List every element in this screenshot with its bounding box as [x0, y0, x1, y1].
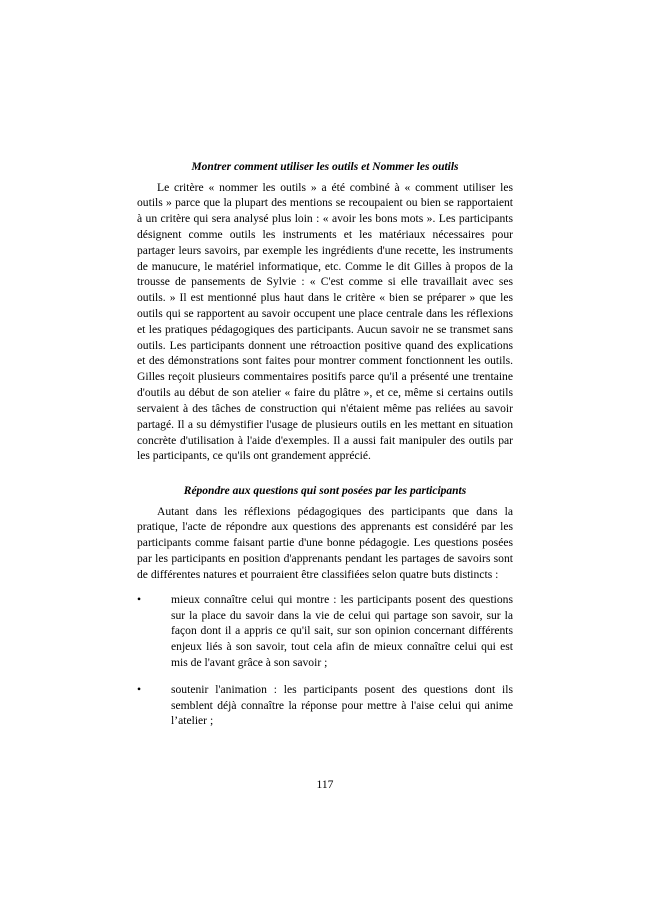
list-item	[137, 682, 513, 729]
section-two-heading: Répondre aux questions qui sont posées par les participants	[183, 485, 467, 498]
page-number: 117	[316, 778, 334, 791]
bullet-list	[137, 592, 513, 730]
section-two-paragraph: Autant dans les réflexions pédagogiques des participants que dans la pratique, l'acte de répondre aux questions des apprenants est considéré par les participants comme faisant partie d'une bonne pédagogie. Les questions posées par les participants en position d'apprenants pendant les partages de savoirs sont de différentes natures et pourraient être classifiées selon quatre buts distincts :	[137, 504, 513, 581]
bullet-icon: •	[137, 592, 142, 606]
list-item-text: mieux connaître celui qui montre : les participants posent des questions sur la place du savoir dans la vie de celui qui partage son savoir, sur la façon dont il a appris ce qu'il sait, sur son opinion concernant différents enjeux liés à son savoir, tout cela afin de mieux connaître celui qui est mis de l'avant grâce à son savoir ;	[171, 592, 513, 669]
list-item-text: soutenir l'animation : les participants posent des questions dont ils semblent déjà connaître la réponse pour mettre à l'aise celui qui anime l’atelier ;	[171, 682, 513, 728]
bullet-icon: •	[137, 682, 142, 696]
section-one-heading: Montrer comment utiliser les outils et Nommer les outils	[191, 161, 459, 173]
section-one-paragraph: Le critère « nommer les outils » a été combiné à « comment utiliser les outils » parce que la plupart des mentions se recoupaient ou bien se rapportaient à un critère qui sera analysé plus loin : « avoir les bons mots ». Les participants désignent comme outils les instruments et les matériaux nécessaires pour partager leurs savoirs, par exemple les ingrédients d'une recette, les instruments de manucure, le matériel informatique, etc. Comme le dit Gilles à propos de la trousse de pansements de Sylvie : « C'est comme si elle travaillait avec ses outils. » Il est mentionné plus haut dans le critère « bien se préparer » que les outils qui se rapportent au savoir occupent une place centrale dans les réflexions et les pratiques pédagogiques des participants. Aucun savoir ne se transmet sans outils. Les participants donnent une rétroaction positive quand des explications et des démonstrations sont faites pour montrer comment fonctionnent les outils. Gilles reçoit plusieurs commentaires positifs parce qu'il a présenté une trentaine d'outils au début de son atelier « faire du plâtre », et ce, même si certains outils servaient à des tâches de construction qui n'étaient même pas reliées au savoir partagé. Il a su démystifier l'usage de plusieurs outils en les mettant en situation concrète d'utilisation à l'aide d'exemples. Il a aussi fait manipuler des outils par les participants, ce qu'ils ont grandement apprécié.	[137, 180, 513, 463]
list-item	[137, 592, 513, 671]
